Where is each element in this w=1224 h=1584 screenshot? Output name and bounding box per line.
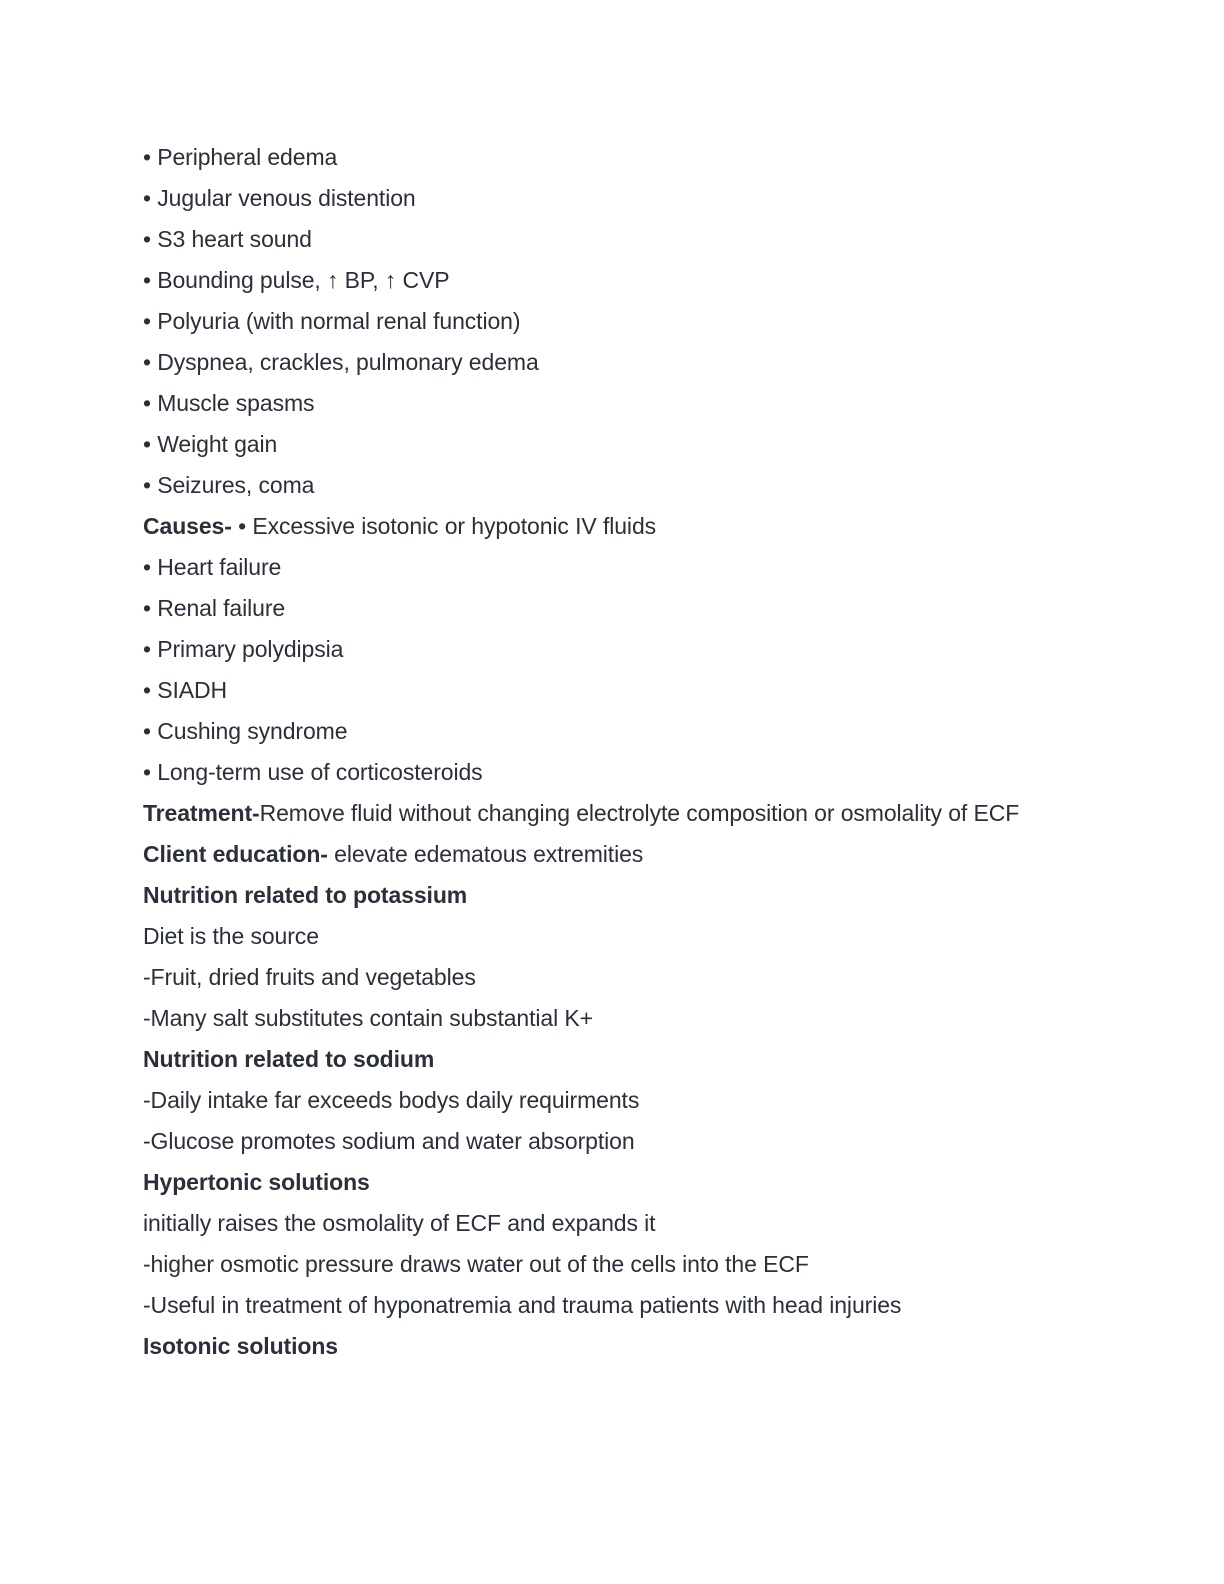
line-text: • Weight gain <box>143 431 278 457</box>
text-line <box>143 588 1143 629</box>
text-line <box>143 1244 1143 1285</box>
line-text: • Seizures, coma <box>143 472 315 498</box>
text-line <box>143 178 1143 219</box>
line-text: • Dyspnea, crackles, pulmonary edema <box>143 349 539 375</box>
line-text: • Bounding pulse, ↑ BP, ↑ CVP <box>143 267 450 293</box>
text-line <box>143 1203 1143 1244</box>
bold-label: Hypertonic solutions <box>143 1169 370 1195</box>
text-line <box>143 629 1143 670</box>
line-text: • Heart failure <box>143 554 282 580</box>
text-line <box>143 137 1143 178</box>
text-line <box>143 301 1143 342</box>
text-line <box>143 465 1143 506</box>
line-text: • SIADH <box>143 677 228 703</box>
text-line <box>143 383 1143 424</box>
text-line <box>143 957 1143 998</box>
line-text: • Excessive isotonic or hypotonic IV fluids <box>231 513 657 539</box>
line-text: -Useful in treatment of hyponatremia and trauma patients with head injuries <box>143 1292 902 1318</box>
document-page <box>143 137 1143 1367</box>
text-line <box>143 793 1143 834</box>
text-line <box>143 260 1143 301</box>
bold-label: Nutrition related to sodium <box>143 1046 435 1072</box>
line-text: Remove fluid without changing electrolyte composition or osmolality of ECF <box>259 800 1020 826</box>
text-line <box>143 1162 1143 1203</box>
line-text: • Polyuria (with normal renal function) <box>143 308 521 334</box>
text-line <box>143 506 1143 547</box>
text-line <box>143 1285 1143 1326</box>
line-text: • Jugular venous distention <box>143 185 416 211</box>
line-text: initially raises the osmolality of ECF and expands it <box>143 1210 656 1236</box>
bold-label: Client education- <box>143 841 328 867</box>
text-line <box>143 342 1143 383</box>
bold-label: Treatment- <box>143 800 260 826</box>
text-line <box>143 424 1143 465</box>
line-text: • Primary polydipsia <box>143 636 344 662</box>
text-line <box>143 1326 1143 1367</box>
text-line <box>143 875 1143 916</box>
text-line <box>143 711 1143 752</box>
bold-label: Nutrition related to potassium <box>143 882 468 908</box>
text-line <box>143 834 1143 875</box>
text-line <box>143 998 1143 1039</box>
line-text: • Renal failure <box>143 595 286 621</box>
text-line <box>143 1080 1143 1121</box>
line-text: -Daily intake far exceeds bodys daily requirments <box>143 1087 640 1113</box>
text-line <box>143 752 1143 793</box>
text-line <box>143 219 1143 260</box>
line-text: • S3 heart sound <box>143 226 312 252</box>
line-text: -Many salt substitutes contain substantial K+ <box>143 1005 593 1031</box>
line-text: • Cushing syndrome <box>143 718 348 744</box>
line-text: • Long-term use of corticosteroids <box>143 759 483 785</box>
line-text: • Muscle spasms <box>143 390 315 416</box>
line-text: • Peripheral edema <box>143 144 338 170</box>
text-line <box>143 1121 1143 1162</box>
text-line <box>143 547 1143 588</box>
line-text: -higher osmotic pressure draws water out of the cells into the ECF <box>143 1251 809 1277</box>
text-line <box>143 670 1143 711</box>
text-line <box>143 1039 1143 1080</box>
bold-label: Isotonic solutions <box>143 1333 338 1359</box>
line-text: elevate edematous extremities <box>327 841 644 867</box>
line-text: -Fruit, dried fruits and vegetables <box>143 964 476 990</box>
line-text: Diet is the source <box>143 923 319 949</box>
text-line <box>143 916 1143 957</box>
bold-label: Causes- <box>143 513 232 539</box>
line-text: -Glucose promotes sodium and water absorption <box>143 1128 635 1154</box>
